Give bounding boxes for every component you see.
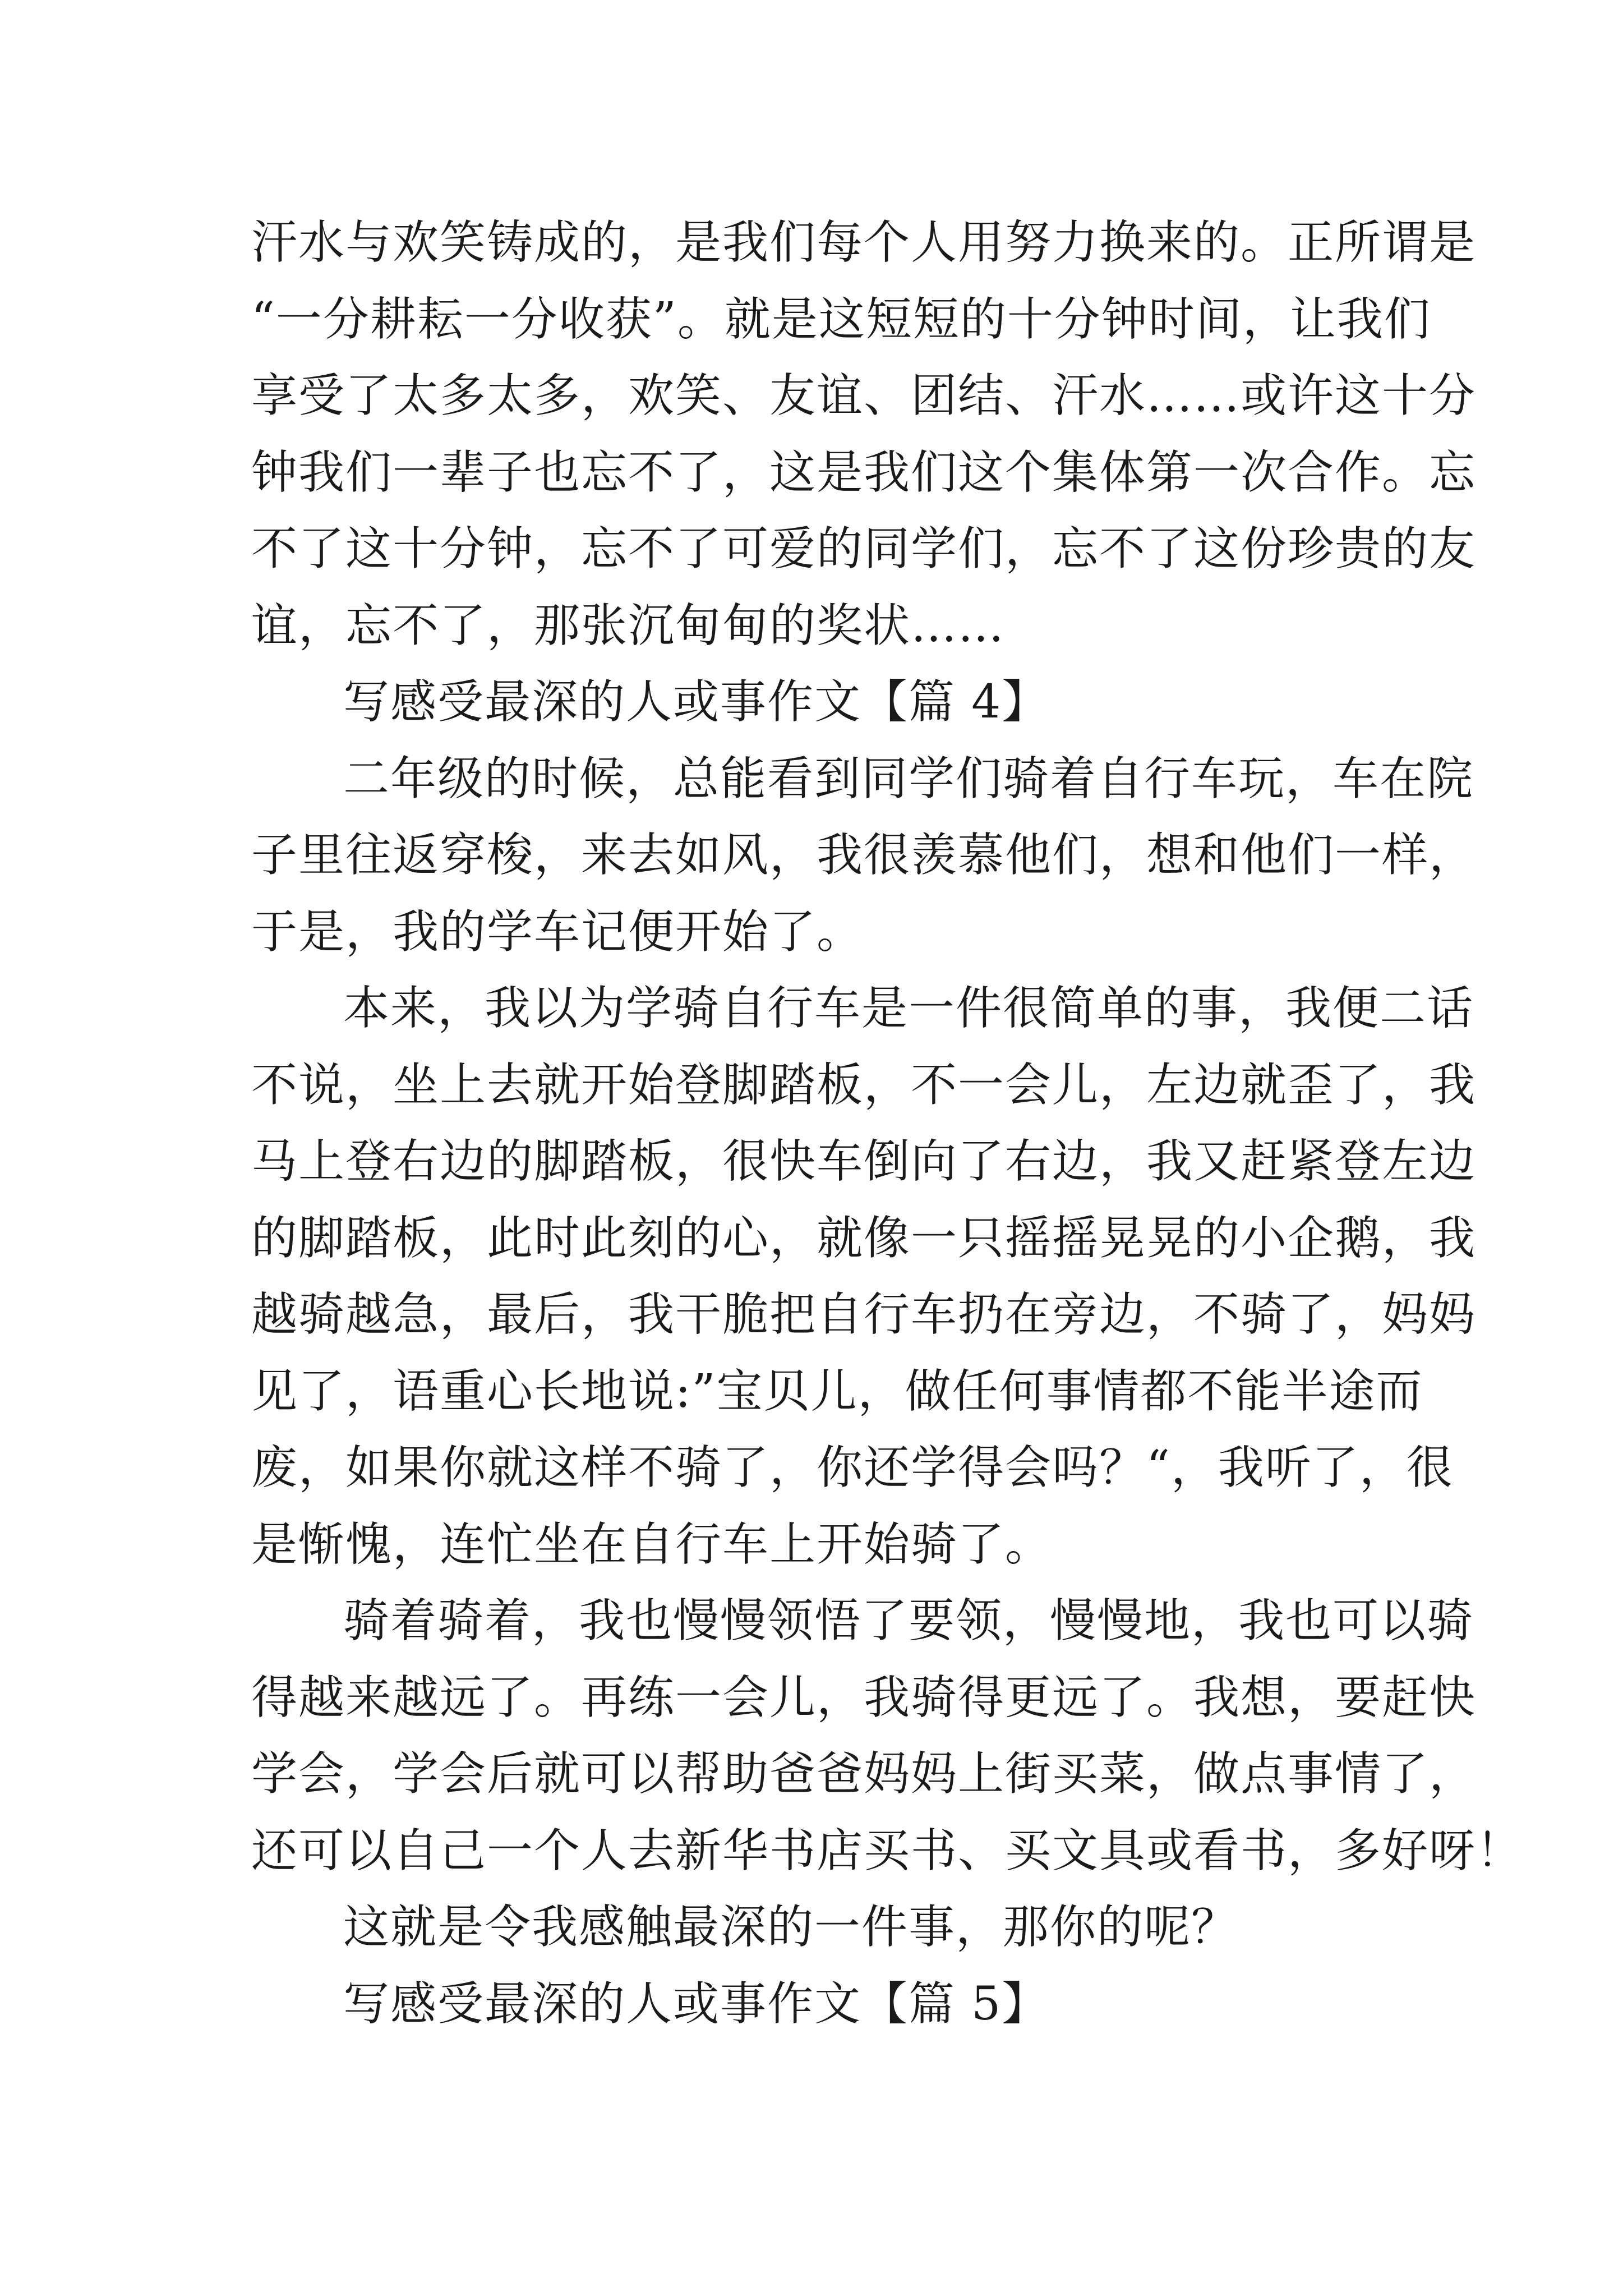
text-line: 骑着骑着，我也慢慢领悟了要领，慢慢地，我也可以骑 <box>343 1594 1474 1648</box>
text-line: 不说，坐上去就开始登脚踏板，不一会儿，左边就歪了，我 <box>251 1058 1477 1112</box>
text-line: 于是，我的学车记便开始了。 <box>251 905 864 959</box>
text-line: 是惭愧，连忙坐在自行车上开始骑了。 <box>251 1517 1053 1571</box>
text-line: 马上登右边的脚踏板，很快车倒向了右边，我又赶紧登左边 <box>251 1135 1477 1188</box>
text-line: 得越来越远了。再练一会儿，我骑得更远了。我想，要赶快 <box>251 1671 1477 1724</box>
text-line: 越骑越急，最后，我干脆把自行车扔在旁边，不骑了，妈妈 <box>251 1288 1477 1341</box>
text-line: 废，如果你就这样不骑了，你还学得会吗？“，我听了，很 <box>251 1441 1454 1494</box>
text-line: 二年级的时候，总能看到同学们骑着自行车玩，车在院 <box>343 752 1474 806</box>
text-line: 还可以自己一个人去新华书店买书、买文具或看书，多好呀！ <box>251 1824 1524 1878</box>
text-line: 这就是令我感触最深的一件事，那你的呢？ <box>343 1901 1239 1954</box>
section-heading: 写感受最深的人或事作文【篇 5】 <box>343 1977 1049 2031</box>
section-heading: 写感受最深的人或事作文【篇 4】 <box>343 675 1049 729</box>
text-line: “一分耕耘一分收获”。就是这短短的十分钟时间，让我们 <box>251 292 1431 346</box>
text-line: 子里往返穿梭，来去如风，我很羡慕他们，想和他们一样， <box>251 829 1477 882</box>
text-line: 享受了太多太多，欢笑、友谊、团结、汗水……或许这十分 <box>251 369 1477 422</box>
text-line: 不了这十分钟，忘不了可爱的同学们，忘不了这份珍贵的友 <box>251 522 1477 576</box>
text-line: 钟我们一辈子也忘不了，这是我们这个集体第一次合作。忘 <box>251 445 1477 499</box>
text-line: 的脚踏板，此时此刻的心，就像一只摇摇晃晃的小企鹅，我 <box>251 1211 1477 1265</box>
document-body <box>251 205 1524 2042</box>
text-line: 本来，我以为学骑自行车是一件很简单的事，我便二话 <box>343 982 1474 1035</box>
text-line: 谊，忘不了，那张沉甸甸的奖状…… <box>251 599 1006 652</box>
text-line: 汗水与欢笑铸成的，是我们每个人用努力换来的。正所谓是 <box>251 216 1477 269</box>
text-line: 见了，语重心长地说:”宝贝儿，做任何事情都不能半途而 <box>251 1364 1423 1418</box>
text-line: 学会，学会后就可以帮助爸爸妈妈上街买菜，做点事情了， <box>251 1747 1477 1801</box>
